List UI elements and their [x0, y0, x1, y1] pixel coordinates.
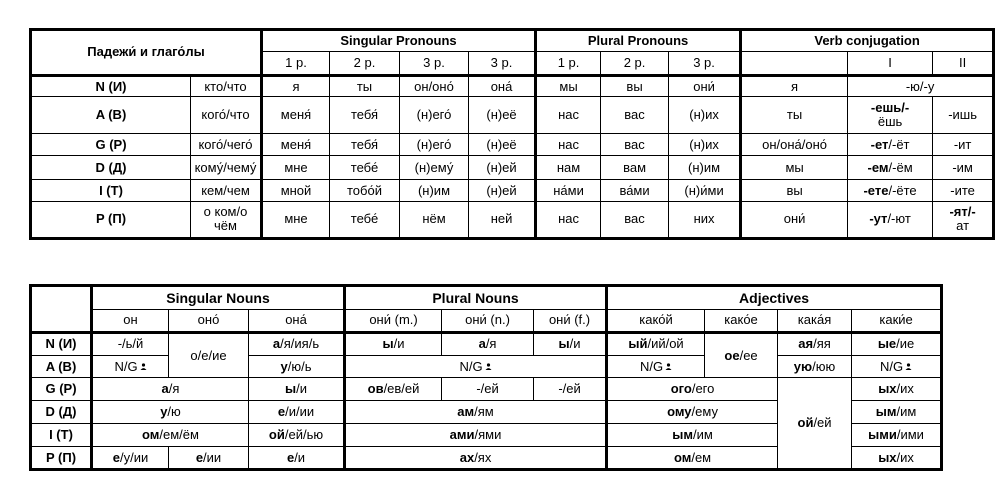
case-label: D (Д) — [31, 156, 191, 180]
verb-conjugation-header: Verb conjugation — [741, 30, 994, 52]
cell: вас — [601, 97, 669, 134]
conj-subject: он/она́/оно́ — [741, 134, 848, 156]
cell: мы — [536, 75, 601, 97]
ending-rest: /и — [393, 336, 405, 352]
ending-bold: ой — [268, 427, 285, 443]
conj-i-ending — [848, 201, 933, 238]
conj-ii-ending — [933, 201, 994, 238]
case-question: кто/что — [191, 75, 262, 97]
cell — [852, 401, 942, 424]
ending-bold: е — [112, 449, 120, 465]
ending-rest: /ее — [739, 347, 758, 363]
ending-rest: /-ём — [888, 159, 913, 175]
ending-bold: ого — [670, 381, 692, 397]
plural-nouns-header: Plural Nouns — [345, 286, 607, 310]
ending-bold: ах — [459, 449, 475, 465]
ending-rest: /ии — [203, 449, 222, 465]
ending-bold: ым — [875, 404, 897, 420]
ending-bold: ом — [673, 449, 692, 465]
case-label: G (Р) — [31, 134, 191, 156]
cell: тебе́ — [330, 156, 400, 180]
gender-they-n: они́ (n.) — [442, 309, 534, 332]
table-row — [31, 378, 942, 401]
cell: нас — [536, 134, 601, 156]
ending-rest: /и — [569, 336, 581, 352]
cell: на́ми — [536, 180, 601, 202]
conj-ending: -ю/-у — [848, 75, 994, 97]
case-label: I (Т) — [31, 424, 92, 447]
cell — [607, 424, 778, 447]
ending-rest: /ей — [813, 415, 832, 431]
cell: (н)ей — [469, 180, 536, 202]
cell — [852, 355, 942, 378]
cell: вас — [601, 201, 669, 238]
table-row — [31, 180, 994, 202]
case-question: кем/чем — [191, 180, 262, 202]
ending-bold: у — [160, 404, 168, 420]
cell — [607, 447, 778, 470]
cell: -/ей — [442, 378, 534, 401]
cell: нам — [536, 156, 601, 180]
ending-rest: /им — [896, 404, 917, 420]
person-icon — [905, 363, 912, 370]
conj-ii-head: II — [933, 51, 994, 75]
gender-he: он — [92, 309, 169, 332]
conj-subject: мы — [741, 156, 848, 180]
cell — [169, 447, 249, 470]
cell — [92, 355, 169, 378]
cell — [249, 332, 345, 355]
ending-bold: ы — [382, 336, 394, 352]
adj-kakoy: како́й — [607, 309, 705, 332]
cell — [345, 401, 607, 424]
ending-rest: /ем — [691, 449, 712, 465]
case-label: D (Д) — [31, 401, 92, 424]
case-question: кого́/что — [191, 97, 262, 134]
ending-bold: ое — [724, 347, 740, 363]
cell — [345, 424, 607, 447]
cell — [607, 332, 705, 355]
ending-bold: ая — [798, 336, 814, 352]
person-1-sg: 1 р. — [262, 51, 330, 75]
case-question: кого́/чего́ — [191, 134, 262, 156]
ending-bold: а — [161, 381, 169, 397]
cell — [607, 355, 705, 378]
ending-rest: /ей/ью — [284, 427, 324, 443]
person-2-pl: 2 р. — [601, 51, 669, 75]
case-label: N (И) — [31, 75, 191, 97]
ending-rest: ёшь — [877, 114, 903, 130]
cell — [249, 355, 345, 378]
ending-rest: /его — [691, 381, 715, 397]
cell: (н)и́ми — [669, 180, 741, 202]
cell: (н)её — [469, 134, 536, 156]
gender-they-m: они́ (m.) — [345, 309, 442, 332]
cell — [607, 378, 778, 401]
ending-rest: /ему — [691, 404, 718, 420]
cell: тебя́ — [330, 134, 400, 156]
case-label: G (Р) — [31, 378, 92, 401]
conj-i-ending — [848, 97, 933, 134]
cell — [249, 378, 345, 401]
cell: тебе́ — [330, 201, 400, 238]
cell: нас — [536, 97, 601, 134]
cell: (н)им — [669, 156, 741, 180]
ending-rest: /яя — [813, 336, 831, 352]
cell: (н)его́ — [400, 134, 469, 156]
conj-i-head: I — [848, 51, 933, 75]
cell — [92, 378, 249, 401]
conj-subject: я — [741, 75, 848, 97]
conj-ii-ending: -ите — [933, 180, 994, 202]
singular-nouns-header: Singular Nouns — [92, 286, 345, 310]
cell: ней — [469, 201, 536, 238]
cases-verbs-title: Падежи́ и глаго́лы — [31, 30, 262, 76]
cell: (н)её — [469, 97, 536, 134]
ending-bold: е — [277, 404, 286, 420]
cell — [607, 401, 778, 424]
ending-bold: ой — [797, 415, 814, 431]
cell — [852, 424, 942, 447]
cell: меня́ — [262, 97, 330, 134]
ending-bold: ому — [667, 404, 692, 420]
ending-bold: ые — [877, 336, 897, 352]
table-row — [31, 75, 994, 97]
ending-rest: /я/ия/ь — [280, 336, 320, 352]
ending-bold: ыми — [868, 427, 897, 443]
ending-bold: ы — [285, 381, 297, 397]
cell: нас — [536, 201, 601, 238]
cell: ты — [330, 75, 400, 97]
ending-rest: /и/ии — [285, 404, 315, 420]
cell — [249, 401, 345, 424]
ending-bold: ам — [457, 404, 475, 420]
ending-bold: -ем — [867, 159, 889, 175]
cell: вы — [601, 75, 669, 97]
ending-rest: /ем/ём — [159, 427, 199, 443]
adjectives-header: Adjectives — [607, 286, 942, 310]
ending-rest: /ях — [474, 449, 492, 465]
ending-rest: /им — [692, 427, 713, 443]
cell — [345, 378, 442, 401]
cell: тобо́й — [330, 180, 400, 202]
ending-bold: ый — [628, 336, 648, 352]
cell: меня́ — [262, 134, 330, 156]
table-row — [31, 156, 994, 180]
ending-bold: -ет — [870, 136, 889, 152]
ending-rest: /ями — [474, 427, 502, 443]
conj-subject-head — [741, 51, 848, 75]
cell — [249, 447, 345, 470]
person-3m-sg: 3 р. — [400, 51, 469, 75]
cell — [345, 355, 607, 378]
person-3-pl: 3 р. — [669, 51, 741, 75]
ending-rest: /-ёте — [888, 182, 917, 198]
person-2-sg: 2 р. — [330, 51, 400, 75]
ending-rest: /-ёт — [888, 136, 910, 152]
ending-rest: /и — [296, 381, 307, 397]
cell — [852, 378, 942, 401]
conj-subject: они́ — [741, 201, 848, 238]
table-row — [31, 201, 994, 238]
person-1-pl: 1 р. — [536, 51, 601, 75]
noun-adjective-table — [29, 284, 943, 471]
ending-bold: ую — [793, 358, 813, 374]
conj-subject: вы — [741, 180, 848, 202]
cell: -/ей — [534, 378, 607, 401]
ending-bold: у — [280, 358, 288, 374]
ending-rest: /и — [294, 449, 306, 465]
ending-rest: /у/ии — [119, 449, 149, 465]
ending-rest: /ие — [896, 336, 915, 352]
cell: вам — [601, 156, 669, 180]
case-question: кому́/чему́ — [191, 156, 262, 180]
cell — [442, 332, 534, 355]
ending-rest: /ев/ей — [383, 381, 420, 397]
case-label: N (И) — [31, 332, 92, 355]
cell: они́ — [669, 75, 741, 97]
table-row — [31, 332, 942, 355]
conj-i-ending — [848, 180, 933, 202]
cell: (н)им — [400, 180, 469, 202]
ending-bold: ов — [367, 381, 384, 397]
cell: (н)их — [669, 97, 741, 134]
cell: я — [262, 75, 330, 97]
ending-rest: /ий/ой — [647, 336, 684, 352]
case-label: I (Т) — [31, 180, 191, 202]
cell — [249, 424, 345, 447]
cell — [778, 332, 852, 355]
adj-kakoe: како́е — [705, 309, 778, 332]
corner-cell — [31, 286, 92, 333]
ending-bold: а — [478, 336, 486, 352]
ending-rest: N/G — [639, 358, 664, 374]
person-icon — [140, 363, 147, 370]
ending-bold: а — [272, 336, 281, 352]
ending-bold: ых — [878, 449, 897, 465]
gender-they-f: они́ (f.) — [534, 309, 607, 332]
ending-rest: /ям — [474, 404, 494, 420]
cell — [852, 332, 942, 355]
cell: мной — [262, 180, 330, 202]
cell — [92, 401, 249, 424]
table-row — [31, 134, 994, 156]
gender-it: оно́ — [169, 309, 249, 332]
conj-ii-ending: -ит — [933, 134, 994, 156]
ending-bold: ами — [449, 427, 475, 443]
pronoun-verb-table — [29, 28, 995, 240]
ending-rest: /юю — [812, 358, 836, 374]
plural-pronouns-header: Plural Pronouns — [536, 30, 741, 52]
ending-bold: ым — [672, 427, 693, 443]
conj-ii-ending: -им — [933, 156, 994, 180]
cell — [92, 447, 169, 470]
cell: вас — [601, 134, 669, 156]
cell — [778, 355, 852, 378]
person-icon — [485, 363, 492, 370]
ending-bold: -ят/- — [949, 204, 976, 220]
ending-bold: ых — [878, 381, 897, 397]
cell: мне — [262, 201, 330, 238]
ending-rest: ат — [956, 218, 970, 234]
conj-i-ending — [848, 156, 933, 180]
ending-rest: /их — [896, 381, 914, 397]
cell: нём — [400, 201, 469, 238]
ending-rest: N/G — [879, 358, 904, 374]
case-label: P (П) — [31, 447, 92, 470]
ending-bold: ы — [558, 336, 570, 352]
adj-kakie: каки́е — [852, 309, 942, 332]
case-label: A (В) — [31, 355, 92, 378]
cell: ва́ми — [601, 180, 669, 202]
conj-subject: ты — [741, 97, 848, 134]
cell: (н)ему́ — [400, 156, 469, 180]
cell: она́ — [469, 75, 536, 97]
case-label: P (П) — [31, 201, 191, 238]
cell — [92, 424, 249, 447]
cell: -/ь/й — [92, 332, 169, 355]
cell — [534, 332, 607, 355]
cell: мне — [262, 156, 330, 180]
cell: (н)ей — [469, 156, 536, 180]
cell: (н)их — [669, 134, 741, 156]
case-question: о ком/о чём — [191, 201, 262, 238]
conj-i-ending — [848, 134, 933, 156]
ending-rest: /я — [485, 336, 497, 352]
ending-rest: /я — [168, 381, 180, 397]
cell — [705, 332, 778, 378]
cell — [852, 447, 942, 470]
case-label: A (В) — [31, 97, 191, 134]
cell: тебя́ — [330, 97, 400, 134]
table-row — [31, 355, 942, 378]
cell: них — [669, 201, 741, 238]
ending-bold: -ешь/- — [870, 100, 910, 116]
ending-rest: /ими — [896, 427, 924, 443]
ending-bold: -ут — [869, 211, 888, 227]
conj-ii-ending: -ишь — [933, 97, 994, 134]
cell: (н)его́ — [400, 97, 469, 134]
cell — [778, 378, 852, 470]
ending-bold: ом — [142, 427, 160, 443]
cell: о/е/ие — [169, 332, 249, 378]
ending-rest: N/G — [459, 358, 483, 374]
cell — [345, 447, 607, 470]
ending-rest: /-ют — [887, 211, 911, 227]
ending-bold: е — [195, 449, 204, 465]
person-3f-sg: 3 р. — [469, 51, 536, 75]
ending-rest: N/G — [114, 358, 138, 374]
table-row — [31, 97, 994, 134]
cell — [345, 332, 442, 355]
ending-rest: /ю/ь — [287, 358, 312, 374]
person-icon — [665, 363, 672, 370]
adj-kakaya: кака́я — [778, 309, 852, 332]
cell: он/оно́ — [400, 75, 469, 97]
ending-bold: -ете — [863, 182, 889, 198]
singular-pronouns-header: Singular Pronouns — [262, 30, 536, 52]
ending-rest: /их — [896, 449, 914, 465]
ending-bold: е — [286, 449, 295, 465]
ending-rest: /ю — [167, 404, 181, 420]
gender-she: она́ — [249, 309, 345, 332]
